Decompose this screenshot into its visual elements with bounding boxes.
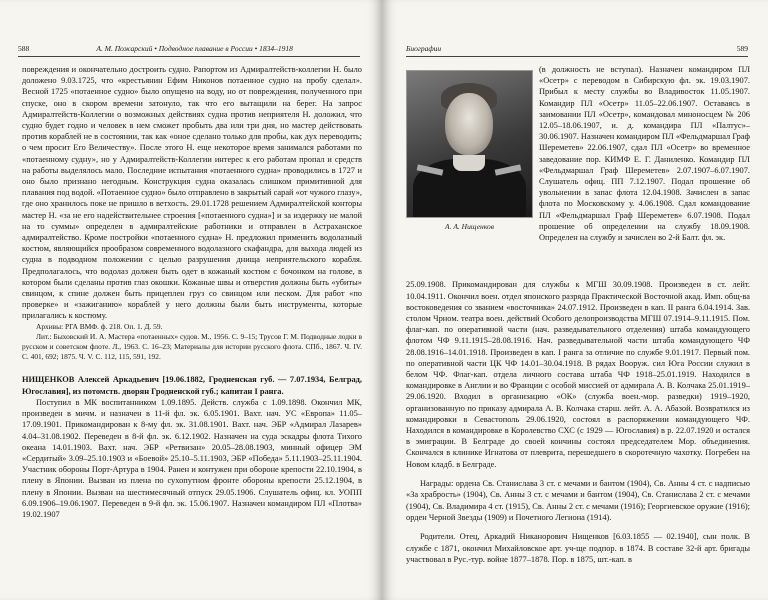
left-page-body <box>22 64 362 520</box>
parents-paragraph: Родители. Отец, Аркадий Никанорович Нищенков [6.03.1855 — 02.1940], сын полк. В службе с 1871, окончил Михайловское арт. уч-ще подпор. в 1874. В составе 32-й арт. бригады участвовал в Рус.-тур. войне 1877–1878. Пор. в 1875, шт.-кап. в <box>406 532 750 564</box>
left-running-title: А. М. Пожарский • Подводное плавание в России • 1834–1918 <box>96 44 293 53</box>
left-page-number: 588 <box>18 44 30 53</box>
portrait-caption: А. А. Нищенков <box>445 222 494 231</box>
biography-heading: НИЩЕНКОВ Алексей Аркадьевич [19.06.1882, Гродненская губ. — 7.07.1934, Белград, Югославия], из потомств. дворян Гродненской губ.; капитан I ранга. <box>22 375 362 396</box>
right-running-title: Биографии <box>406 44 442 53</box>
career-paragraph: 25.09.1908. Прикомандирован для службы к МГШ 30.09.1908. Произведен в ст. лейт. 10.04.1911. Окончил воен. отдел японского разряда Практической Восточной акад. Имп. общ-ва востоковедения со званием «восточника» 24.07.1912. Произведен в кап. II ранга 6.04.1914. Зав. столом Чрном. театра воен. действий Особого делопроизводства МГШ 07.1914–9.11.1915. Пом. флаг-кап. по оперативной части (нач. разведывательного отделения) штаба командующего флотом ЧФ 9.11.1915–28.08.1916. Нач. разведывательной части штаба командующего ЧФ 28.08.1916–14.01.1918. Произведен в кап. I ранга за отличие по службе 9.01.1917. Первый пом. по оперативной части ЦК ЧФ 14.01–30.04.1918. В рядах Вооруж. сил Юга России служил в белом ЧФ. Флаг-кап. отдела личного состава штаба ЧФ 1918–25.01.1919. Находился в командировке в Англии и во Франции с особой миссией от адмирала А. В. Колчака 25.01.1919–29.06.1920. Входил в организацию «ОК» (служба воен.-мор. разведки) 1919–1920, организованную по приказу адмирала А. В. Колчака старш. лейт. А. А. Абазой. Возвратился из командировки в Севастополь 29.06.1920, состоял в распоряжении командующего ЧФ. Находился в командировке в Королевство СХС (с 1929 — Югославия) в р. 22.07.1920 и остался в эмиграции. В Белграде до своей кончины состоял председателем Мор. объединения. Скончался в клинике Игнатова от плеврита, перешедшего в скоротечную чахотку. Погребен на Новом кладб. в Белграде. <box>406 280 750 469</box>
right-running-header <box>406 44 748 57</box>
biography-service-paragraph: Поступил в МК воспитанником 1.09.1895. Действ. служба с 1.09.1898. Окончил МК, произведен в мичм. и назначен в 11-й фл. эк. 6.05.1901. Вахт. нач. УС «Европа» 11.05–17.09.1901. Прикомандирован к 8-му фл. эк. 31.08.1901. Вахт. нач. ЭБР «Адмирал Лазарев» 4.04–31.08.1902. Переведен в 8-й фл. эк. 6.12.1902. Назначен на суда эскадры флота Тихого океана 14.01.1903. Вахт. нач. ЭБР «Ретвизан» 20.05–28.08.1903, минный офицер ЭМ «Сердитый» 3.09–25.10.1903 и «Боевой» 25.10–5.11.1903, ЭБР «Победа» 5.11.1903–25.11.1904. Участник обороны Порт-Артура в 1904. Ранен и контужен при обороне крепости 22.10.1904, в плену в Японии. Вызван из плена по сухопутном фронте обороны крепости 25.12.1904, в плену в Японии. Вызван на шестимесячный отпуск 29.05.1906. Слушатель офиц. кл. УОПП 6.09.1906–19.06.1907. Переведен в 9-й фл. эк. 15.06.1907. Назначен командиром ПЛ «Плотва» 19.02.1907 <box>22 397 362 519</box>
right-column-text: (в должность не вступал). Назначен командиром ПЛ «Осетр» с переводом в Сибирскую фл. эк. 19.03.1907. Прибыл к месту службы во Владивосток 11.05.1907. Командир ПЛ «Осетр» 11.05–22.06.1907. Оставаясь в заимовании ПЛ «Осетр», командовал миноносцем № 206 12.05–18.06.1907, и. д. командира ПЛ «Палтус»–30.06.1907. Назначен командиром ПЛ «Фельдмаршал Граф Шереметев» 22.06.1907, сдал ПЛ «Осетр» во временное заведование пор. КИМФ Е. Г. Даниленко. Командир ПЛ «Фельдмаршал Граф Шереметев» 2.07.1907–6.07.1907. Слушатель офиц. ПП 7.12.1907. Подал прошение об увольнении в запас флота 12.04.1908. Зачислен в запас флота по Московскому у. 4.06.1908. Сдал командование ПЛ «Фельдмаршал Граф Шереметев» 6.07.1908. Подал прошение об определении на службу 18.09.1908. Определен на службу и зачислен во 2-й Балт. фл. эк. <box>539 65 750 243</box>
left-running-header <box>18 44 360 57</box>
awards-paragraph: Награды: ордена Св. Станислава 3 ст. с мечами и бантом (1904), Св. Анны 4 ст. с надписью «За храбрость» (1904), Св. Анны 3 ст. с мечами и бантом (1904), Св. Станислава 2 ст. с мечами (1904), Св. Владимира 4 ст. (1915), Св. Анны 2 ст. с мечами (1916); Георгиевское оружие (1916); орден Черной Звезды (1909) и Почетного Легиона (1914). <box>406 479 750 522</box>
portrait-photo <box>406 70 533 218</box>
submarine-paragraph: повреждения и окончательно достроить судно. Рапортом из Адмиралтейств-коллегии Н. было доложено 9.03.1725, что «крестьянин Ефим Никонов потаенное судно на пробу сделал». Весной 1725 «потаенное судно» было опущено на воду, но от повреждения, полученного при спуске, оно в скором времени затонуло, так что его вытащили на берег. На запрос Адмиралтейств-Коллегии о возможных действиях судна против неприятеля Н. доложил, что судно будет годно и человек в нем сможет пробыть два или три дня, но мастер действовать против кораблей не в состоянии, так как «оное сделано только для пробы, как дух переводить; о чем просит Его Величеству». После этого Н. еще некоторое время занимался работами по «потаенному судну», но у Адмиралтейств-Коллегии интерес к его работам пропал и средств на работы выделялось мало. Последние испытания «потаенного судна» проводились в 1727 и оно было признано негодным. Конструкция судна оказалась слишком примитивной для плавания под водой. «Потаенное судно» было отправлено в закрытый сарай «от чужого глазу», где оно хранилось поке не пришло в ветхость. 29.01.1728 решением Адмиралтейской конторы мастер Н. «за не его надействительнее строения [«потаенного судна»] и за издержку не малой на то суммы» определен в адмиралтейские работники и отправлен в Астраханское адмиралтейство. Кроме постройки «потаенного судна» Н. предложил применить водолазный костюм, являющийся прообразом современного водолазного скафандра, для выхода людей из судна в подводном положении с целью разрушения днища неприятельского корабля. Предполагалось, что водолаз должен быть одет в кожаный костюм с бочонком на голове, в котором были сделаны против глаз окошки. Кожаные швы и отверстия должны быть «убиты» свинцом, к спине должен быть прицеплен груз со свинцом или песком. Для работ «по проверке» и «зажиганию» кораблей у него должны были быть инструменты, которые прилагались к костюму. <box>22 65 362 321</box>
right-page-number: 589 <box>736 44 748 53</box>
literature-reference: Лит.: Быховский И. А. Мастера «потаенных» судов. М., 1956. С. 9–15; Трусов Г. М. Подводные лодки в русском и советском флоте. Л., 1963. С. 16–23; Материалы для истории русского флота. СПб., 1867. Ч. IV. С. 401, 692; 1875. Ч. V. С. 112, 115, 591, 192. <box>22 331 362 362</box>
archives-reference: Архивы: РГА ВМФ. ф. 218. Оп. 1. Д. 59. <box>36 321 163 331</box>
right-page-body <box>406 271 750 573</box>
left-page <box>0 0 382 600</box>
portrait-figure <box>406 70 533 231</box>
right-page <box>382 0 768 600</box>
